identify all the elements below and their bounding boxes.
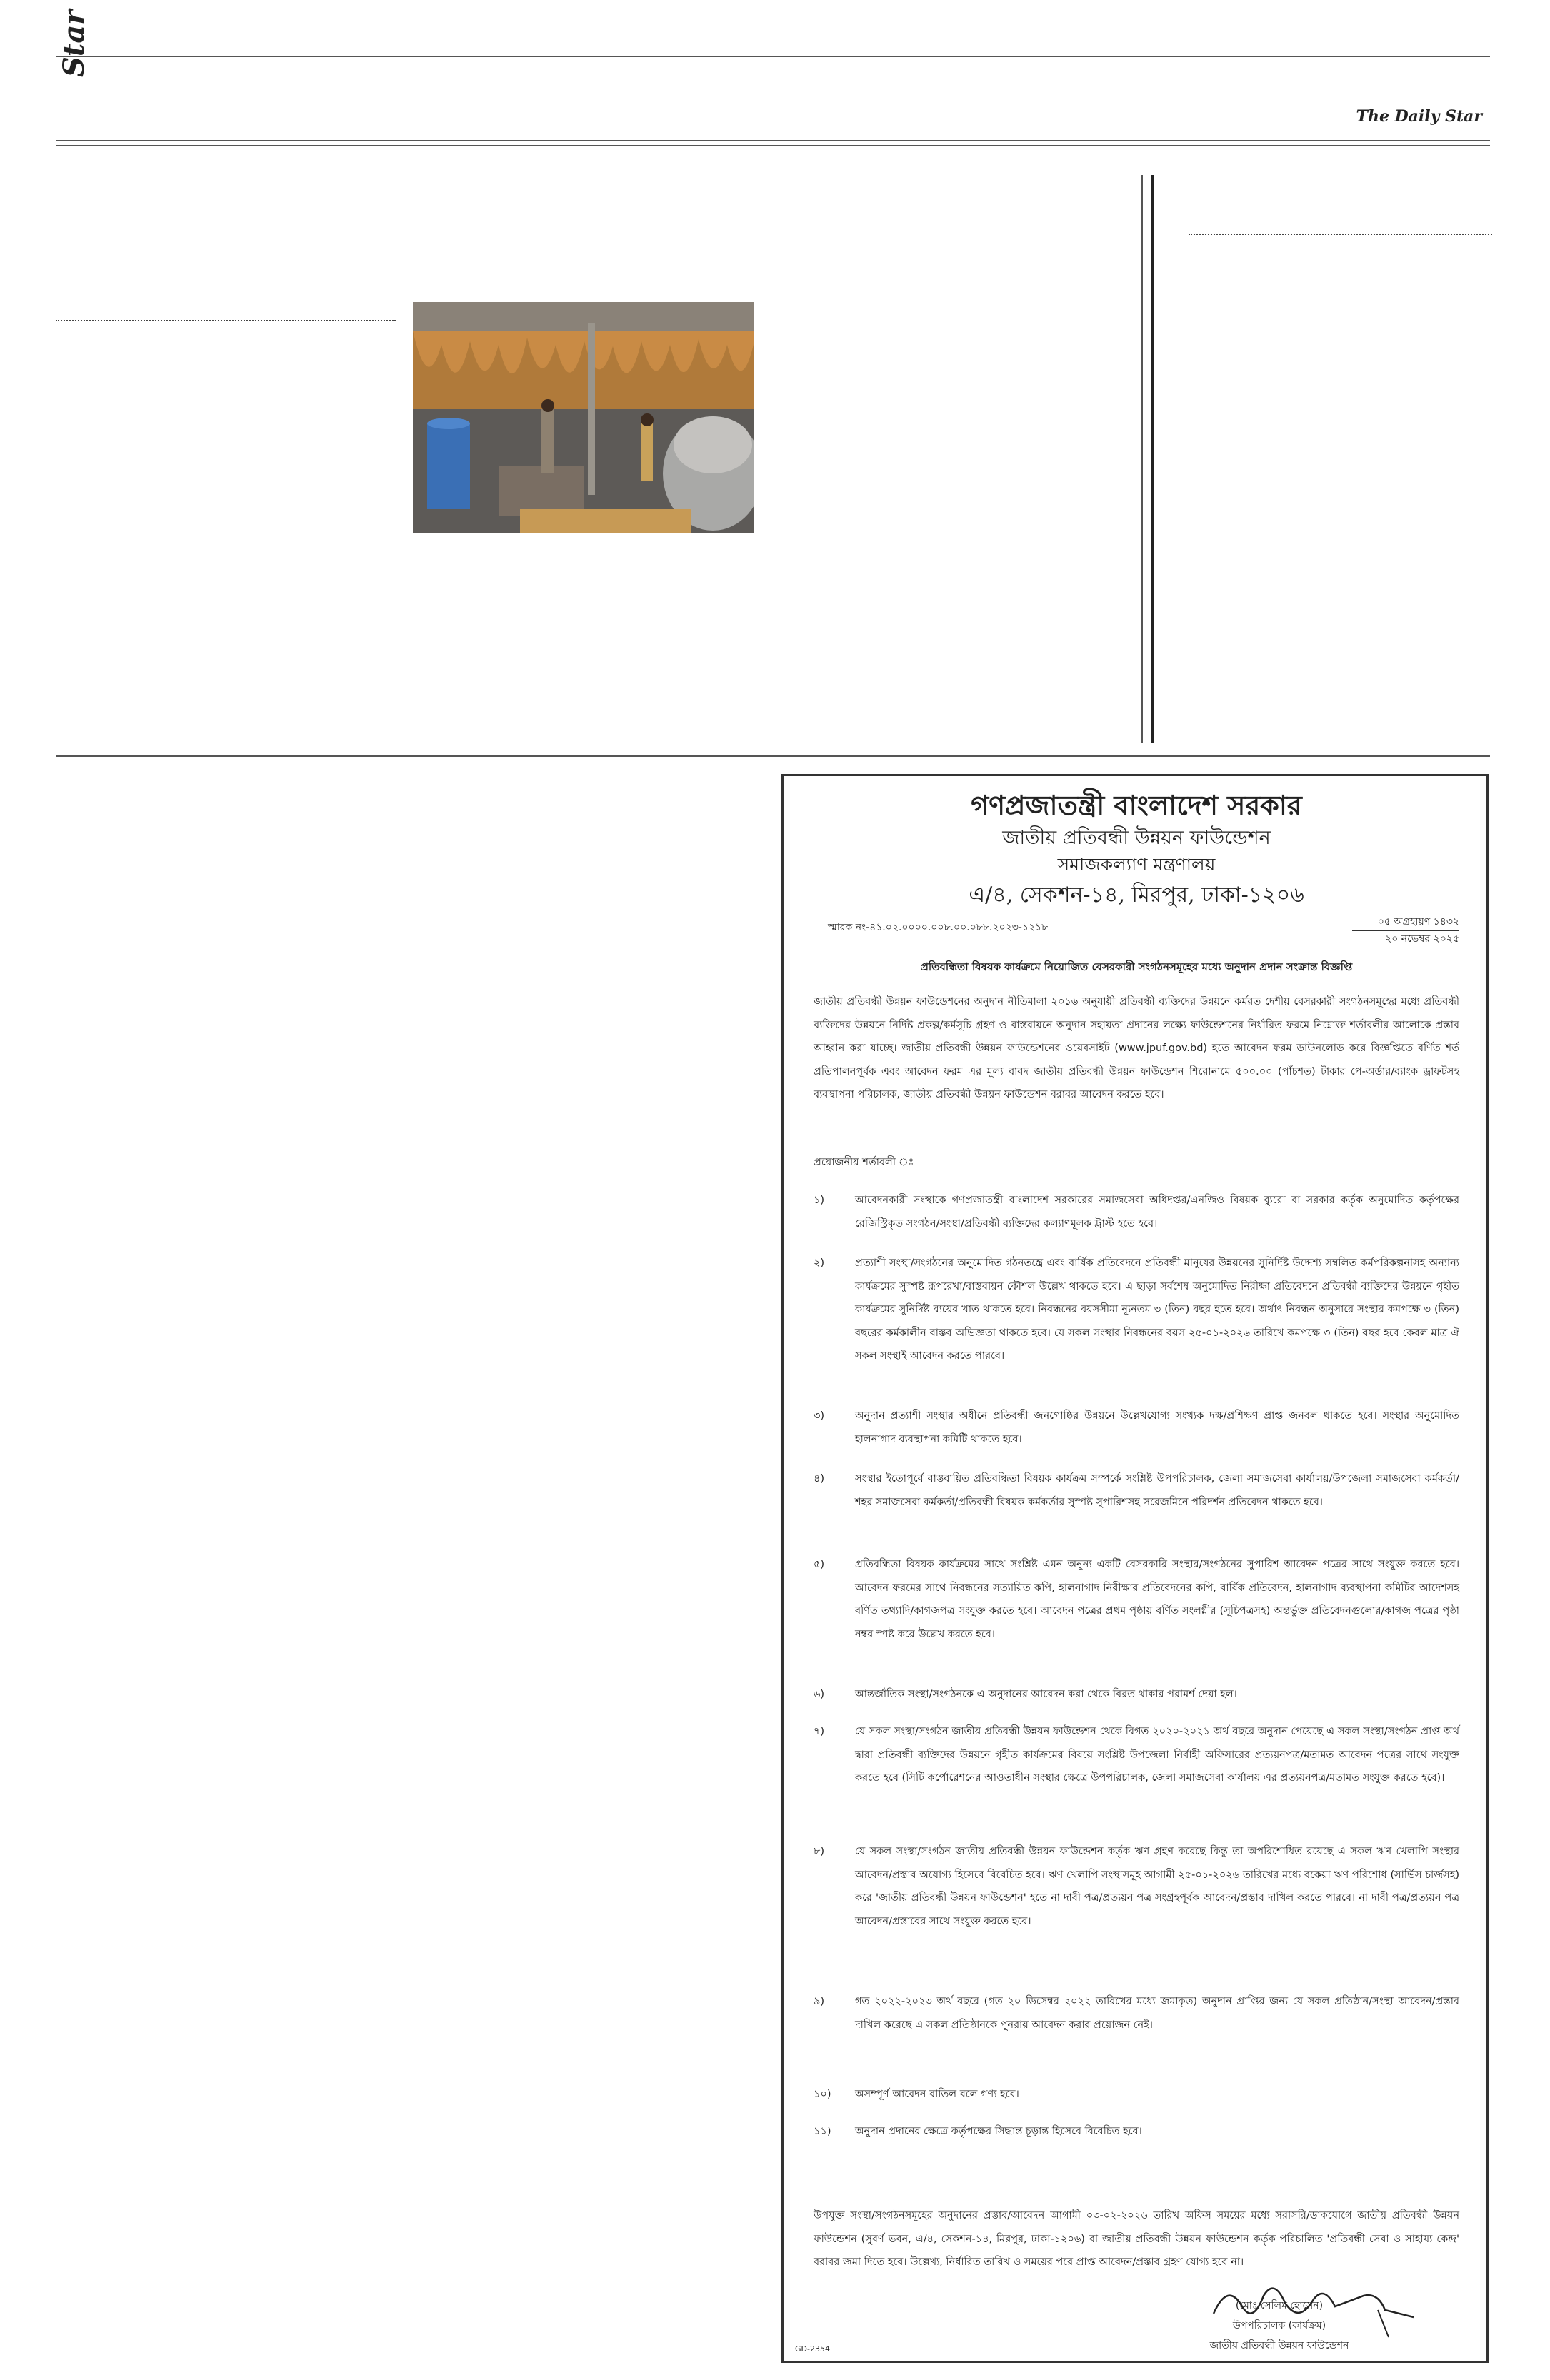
condition-number: ৮) — [814, 1846, 825, 1857]
condition-item — [814, 1467, 1459, 1514]
notice-date-english: ২০ নভেম্বর ২০২৫ — [1385, 933, 1459, 945]
notice-date-bangla: ০৫ অগ্রহায়ণ ১৪৩২ — [1352, 913, 1459, 931]
notice-organization: জাতীয় প্রতিবন্ধী উন্নয়ন ফাউন্ডেশন — [1002, 827, 1271, 849]
condition-item — [814, 1252, 1459, 1368]
header-rule — [56, 140, 1490, 141]
signatory-title: উপপরিচালক (কার্যক্রম) — [1232, 2320, 1326, 2331]
condition-number: ৫) — [814, 1559, 825, 1570]
condition-item — [814, 1990, 1459, 2037]
government-notice — [781, 774, 1489, 2363]
condition-number: ১০) — [814, 2089, 831, 2100]
tannery-photo — [413, 302, 754, 533]
top-rule — [56, 56, 1490, 57]
notice-ministry: সমাজকল্যাণ মন্ত্রণালয় — [1057, 854, 1216, 875]
condition-text: যে সকল সংস্থা/সংগঠন জাতীয় প্রতিবন্ধী উন্নয়ন ফাউন্ডেশন কর্তৃক ঋণ গ্রহণ করেছে কিন্তু তা অপরিশোধিত রয়েছে এ সকল ঋণ খেলাপি সংস্থার আবেদন/প্রস্তাব অযোগ্য হিসেবে বিবেচিত হবে। ঋণ খেলাপি সংস্থাসমূহ আগামী ২৫-০১-২০২৬ তারিখের মধ্যে বকেয়া ঋণ পরিশোধ (সার্ভিস চার্জসহ) করে 'জাতীয় প্রতিবন্ধী উন্নয়ন ফাউন্ডেশন' হতে না দাবী পত্র/প্রত্যয়ন পত্র সংগ্রহপূর্বক আবেদন/প্রস্তাব দাখিল করতে পারবে। না দাবী পত্র/প্রত্যয়ন পত্র আবেদন/প্রস্তাবের সাথে সংযুক্ত করতে হবে। — [855, 1846, 1459, 1927]
header-rule-thin — [56, 145, 1490, 146]
condition-text: গত ২০২২-২০২৩ অর্থ বছরে (গত ২০ ডিসেম্বর ২০২২ তারিখের মধ্যে জমাকৃত) অনুদান প্রাপ্তির জন্য যে সকল প্রতিষ্ঠান/সংস্থা আবেদন/প্রস্তাব দাখিল করেছে এ সকল প্রতিষ্ঠানকে পুনরায় আবেদন করার প্রয়োজন নেই। — [855, 1996, 1459, 2031]
condition-text: প্রত্যাশী সংস্থা/সংগঠনের অনুমোদিত গঠনতন্ত্রে এবং বার্ষিক প্রতিবেদনে প্রতিবন্ধী মানুষের উন্নয়নের সুনির্দিষ্ট উদ্দেশ্য সম্বলিত কর্মপরিকল্পনাসহ অন্যান্য কার্যক্রমের সুস্পষ্ট রূপরেখা/বাস্তবায়ন কৌশল উল্লেখ থাকতে হবে। এ ছাড়া সর্বশেষ অনুমোদিত নিরীক্ষা প্রতিবেদনে প্রতিবন্ধী ব্যক্তিদের উন্নয়নে গৃহীত কার্যক্রমের সুনির্দিষ্ট ব্যয়ের খাত থাকতে হবে। নিবন্ধনের বয়সসীমা ন্যূনতম ৩ (তিন) বছর হতে হবে। অর্থাৎ নিবন্ধন অনুসারে সংস্থার কমপক্ষে ৩ (তিন) বছরের কর্মকালীন বাস্তব অভিজ্ঞতা থাকতে হবে। যে সকল সংস্থার নিবন্ধনের বয়স ২৫-০১-২০২৬ তারিখে কমপক্ষে ৩ (তিন) বছর হবে কেবল মাত্র ঐ সকল সংস্থাই আবেদন করতে পারবে। — [855, 1257, 1459, 1362]
condition-item — [814, 1405, 1459, 1451]
signatory-organization: জাতীয় প্রতিবন্ধী উন্নয়ন ফাউন্ডেশন — [1209, 2340, 1349, 2351]
condition-item — [814, 2120, 1459, 2144]
condition-number: ১) — [814, 1195, 825, 1206]
condition-number: ৭) — [814, 1726, 825, 1737]
condition-item — [814, 1720, 1459, 1790]
column-separator — [56, 320, 396, 321]
condition-text: অনুদান প্রত্যাশী সংস্থার অধীনে প্রতিবন্ধী জনগোষ্ঠির উন্নয়নে উল্লেখযোগ্য সংখ্যক দক্ষ/প্রশিক্ষণ প্রাপ্ত জনবল থাকতে হবে। সংস্থার অনুমোদিত হালনাগাদ ব্যবস্থাপনা কমিটি থাকতে হবে। — [855, 1410, 1459, 1445]
column-divider-right — [1151, 175, 1154, 743]
condition-text: আবেদনকারী সংস্থাকে গণপ্রজাতন্ত্রী বাংলাদেশ সরকারের সমাজসেবা অধিদপ্তর/এনজিও বিষয়ক ব্যুরো বা সরকার কর্তৃক অনুমোদিত কর্তৃপক্ষের রেজিস্ট্রিকৃত সংগঠন/সংস্থা/প্রতিবন্ধী ব্যক্তিদের কল্যাণমূলক ট্রাস্ট হতে হবে। — [855, 1195, 1459, 1230]
masthead-logo: The Daily Star — [1356, 107, 1482, 126]
notice-subject: প্রতিবন্ধিতা বিষয়ক কার্যক্রমে নিয়োজিত বেসরকারী সংগঠনসমূহের মধ্যে অনুদান প্রদান সংক্রান্ত বিজ্ঞপ্তি — [920, 960, 1353, 973]
section-rule — [56, 755, 1490, 757]
condition-item — [814, 1553, 1459, 1646]
condition-number: ৪) — [814, 1473, 825, 1485]
notice-government-title: গণপ্রজাতন্ত্রী বাংলাদেশ সরকার — [971, 789, 1302, 821]
condition-item — [814, 1189, 1459, 1235]
condition-text: প্রতিবন্ধিতা বিষয়ক কার্যক্রমের সাথে সংশ্লিষ্ট এমন অনুন্য একটি বেসরকারি সংস্থার/সংগঠনের সুপারিশ আবেদন পত্রের সাথে সংযুক্ত করতে হবে। আবেদন ফরমের সাথে নিবন্ধনের সত্যায়িত কপি, হালনাগাদ নিরীক্ষার প্রতিবেদনের কপি, বার্ষিক প্রতিবেদন, হালনাগাদ ব্যবস্থাপনা কমিটির আদেশসহ বর্ণিত তথ্যাদি/কাগজপত্র সংযুক্ত করতে হবে। আবেদন পত্রের প্রথম পৃষ্ঠায় বর্ণিত সংলগ্নীর (সূচিপত্রসহ) অন্তর্ভুক্ত প্রতিবেদনগুলোর/কাগজ পত্রের পৃষ্ঠা নম্বর স্পষ্ট করে উল্লেখ করতে হবে। — [855, 1559, 1459, 1640]
condition-text: সংস্থার ইতোপূর্বে বাস্তবায়িত প্রতিবন্ধিতা বিষয়ক কার্যক্রম সম্পর্কে সংশ্লিষ্ট উপপরিচালক, জেলা সমাজসেবা কার্যালয়/উপজেলা সমাজসেবা কর্মকর্তা/শহর সমাজসেবা কর্মকর্তা/প্রতিবন্ধী বিষয়ক কর্মকর্তার সুস্পষ্ট সুপারিশসহ সরেজমিনে পরিদর্শন প্রতিবেদন থাকতে হবে। — [855, 1473, 1459, 1508]
gd-number: GD-2354 — [795, 2344, 830, 2354]
condition-item — [814, 1683, 1459, 1707]
condition-number: ১১) — [814, 2126, 831, 2137]
condition-number: ২) — [814, 1257, 825, 1269]
sidebar-separator — [1189, 234, 1492, 235]
notice-intro: জাতীয় প্রতিবন্ধী উন্নয়ন ফাউন্ডেশনের অনুদান নীতিমালা ২০১৬ অনুযায়ী প্রতিবন্ধী ব্যক্তিদের উন্নয়নে কর্মরত দেশীয় বেসরকারী সংগঠনসমূহের মধ্যে প্রতিবন্ধী ব্যক্তিদের উন্নয়নে নির্দিষ্ট প্রকল্প/কর্মসূচি গ্রহণ ও বাস্তবায়নে অনুদান সহায়তা প্রদানের লক্ষ্যে ফাউন্ডেশনের নির্ধারিত ফরমে নিম্নোক্ত শর্তাবলীর আলোকে প্রস্তাব আহ্বান করা যাচ্ছে। জাতীয় প্রতিবন্ধী উন্নয়ন ফাউন্ডেশনের ওয়েবসাইট (www.jpuf.gov.bd) হতে আবেদন ফরম ডাউনলোড করে বিজ্ঞপ্তিতে বর্ণিত শর্ত প্রতিপালনপূর্বক এবং আবেদন ফরম এর মূল্য বাবদ জাতীয় প্রতিবন্ধী উন্নয়ন ফাউন্ডেশন শিরোনামে ৫০০.০০ (পাঁচশত) টাকার পে-অর্ডার/ব্যাংক ড্রাফটসহ ব্যবস্থাপনা পরিচালক, জাতীয় প্রতিবন্ধী উন্নয়ন ফাউন্ডেশন বরাবর আবেদন করতে হবে। — [814, 996, 1459, 1101]
conditions-heading: প্রয়োজনীয় শর্তাবলী ঃ — [814, 1157, 914, 1168]
condition-text: যে সকল সংস্থা/সংগঠন জাতীয় প্রতিবন্ধী উন্নয়ন ফাউন্ডেশন থেকে বিগত ২০২০-২০২১ অর্থ বছরে অনুদান পেয়েছে এ সকল সংস্থা/সংগঠন প্রাপ্ত অর্থ দ্বারা প্রতিবন্ধী ব্যক্তিদের উন্নয়নে গৃহীত কার্যক্রমের বিষয়ে সংশ্লিষ্ট উপজেলা নির্বাহী অফিসারের প্রত্যয়নপত্র/মতামত আবেদন পত্রের সাথে সংযুক্ত করতে হবে (সিটি কর্পোরেশনের আওতাধীন সংস্থার ক্ষেত্রে উপপরিচালক, জেলা সমাজসেবা কার্যালয় এর প্রত্যয়নপত্র/মতামত সংযুক্ত করতে হবে)। — [855, 1726, 1459, 1784]
condition-number: ৬) — [814, 1689, 825, 1700]
notice-address: এ/৪, সেকশন-১৪, মিরপুর, ঢাকা-১২০৬ — [969, 883, 1304, 908]
condition-number: ৩) — [814, 1410, 825, 1422]
brand-logo: Star — [57, 9, 91, 77]
condition-text: অসম্পূর্ণ আবেদন বাতিল বলে গণ্য হবে। — [855, 2089, 1019, 2100]
notice-closing: উপযুক্ত সংস্থা/সংগঠনসমূহের অনুদানের প্রস্তাব/আবেদন আগামী ০৩-০২-২০২৬ তারিখ অফিস সময়ের মধ্যে সরাসরি/ডাকযোগে জাতীয় প্রতিবন্ধী উন্নয়ন ফাউন্ডেশন (সুবর্ণ ভবন, এ/৪, সেকশন-১৪, মিরপুর, ঢাকা-১২০৬) বা জাতীয় প্রতিবন্ধী উন্নয়ন ফাউন্ডেশন কর্তৃক পরিচালিত 'প্রতিবন্ধী সেবা ও সাহায্য কেন্দ্র' বরাবর জমা দিতে হবে। উল্লেখ্য, নির্ধারিত তারিখ ও সময়ের পরে প্রাপ্ত আবেদন/প্রস্তাব গ্রহণ যোগ্য হবে না। — [814, 2210, 1459, 2269]
condition-item — [814, 2083, 1459, 2107]
condition-number: ৯) — [814, 1996, 825, 2007]
condition-item — [814, 1840, 1459, 1933]
notice-memo-number: স্মারক নং-৪১.০২.০০০০.০০৮.০০.০৮৮.২০২৩-১২১৮ — [828, 922, 1049, 933]
signatory-name: (মোঃ সেলিম হোসেন) — [1235, 2300, 1324, 2311]
condition-text: অনুদান প্রদানের ক্ষেত্রে কর্তৃপক্ষের সিদ্ধান্ত চূড়ান্ত হিসেবে বিবেচিত হবে। — [855, 2126, 1142, 2137]
column-divider-left — [1141, 175, 1143, 743]
condition-text: আন্তর্জাতিক সংস্থা/সংগঠনকে এ অনুদানের আবেদন করা থেকে বিরত থাকার পরামর্শ দেয়া হল। — [855, 1689, 1237, 1700]
